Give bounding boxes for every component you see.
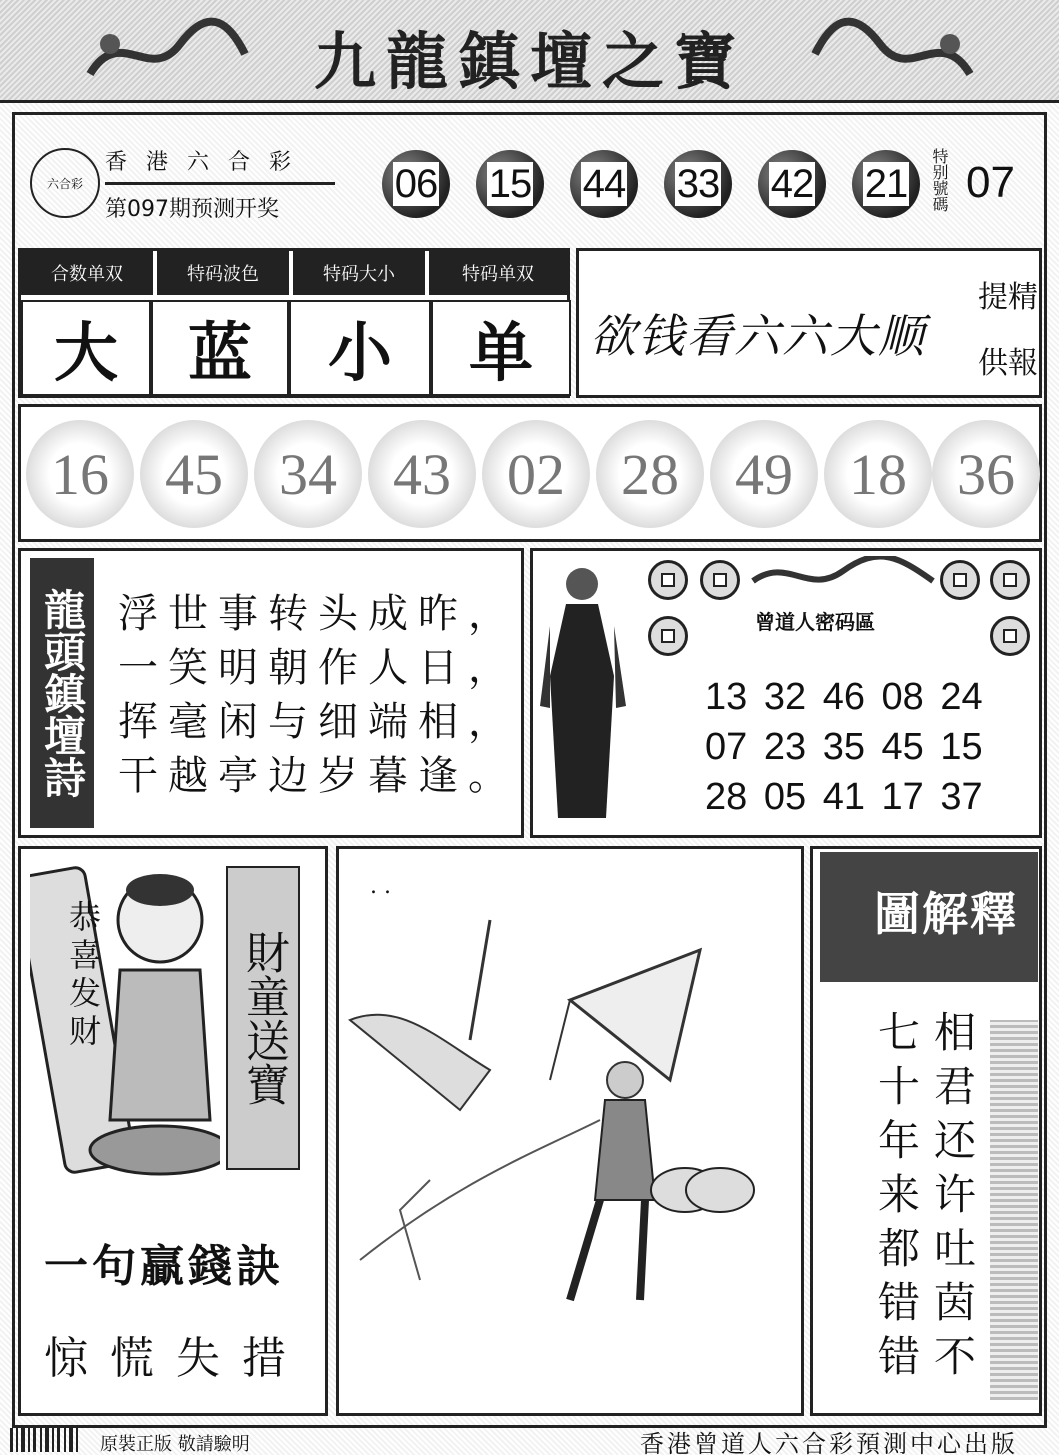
- attribute-header: 特码波色: [157, 251, 289, 295]
- slogan-side-top: 提精: [978, 280, 1038, 315]
- pick-number: 45: [140, 420, 248, 528]
- draw-ball-number: 42: [770, 162, 814, 206]
- riddle-side-strip: [990, 1020, 1038, 1400]
- master-number: 17: [881, 776, 924, 818]
- dragon-left-icon: [80, 14, 250, 90]
- special-number: 07: [966, 158, 1015, 207]
- banner-title: 九龍鎮壇之寶: [313, 25, 746, 98]
- poem-line: 浮世事转头成昨，: [118, 591, 518, 637]
- coin-icon: [648, 560, 688, 600]
- draw-ball-number: 33: [676, 162, 720, 206]
- master-figure-icon: [536, 556, 636, 826]
- lottery-name: 香 港 六 合 彩: [105, 145, 335, 185]
- slogan-text: 欲钱看六六大顺: [590, 309, 926, 363]
- attribute-header: 特码单双: [429, 251, 567, 295]
- attribute-value: 大: [21, 300, 151, 396]
- footer-publisher: 香港曾道人六合彩預測中心出版: [640, 1430, 1018, 1455]
- special-label: 特别號碼: [930, 148, 949, 212]
- phrase-answer: 惊慌失措: [44, 1333, 308, 1384]
- master-number: 37: [940, 776, 983, 818]
- master-number: 07: [705, 726, 748, 768]
- master-row: [705, 676, 983, 719]
- issue-number: 097: [127, 197, 170, 222]
- master-row: [705, 726, 983, 769]
- boy-scroll-text: 恭喜发财: [64, 900, 102, 1052]
- pick-number: 18: [824, 420, 932, 528]
- pick-number: 34: [254, 420, 362, 528]
- pick-number: 49: [710, 420, 818, 528]
- pick-number: 28: [596, 420, 704, 528]
- master-number: 46: [822, 676, 865, 718]
- footer-authentic: 原裝正版 敬請驗明: [100, 1434, 250, 1455]
- attribute-header: 特码大小: [293, 251, 425, 295]
- draw-ball: [758, 150, 826, 218]
- slogan-side-bottom: 供報: [978, 346, 1038, 381]
- master-number: 08: [881, 676, 924, 718]
- poem-line: 干越亭边岁暮逢。: [118, 753, 518, 799]
- draw-ball: [382, 150, 450, 218]
- pick-number: 43: [368, 420, 476, 528]
- riddle-title: 圖解釋: [874, 887, 1018, 941]
- fortune-boy-icon: [30, 860, 220, 1190]
- ribbon-icon: [748, 556, 938, 596]
- draw-ball-number: 44: [582, 162, 626, 206]
- riddle-column-left: 七十年来都错错: [872, 1010, 921, 1388]
- master-number: 32: [763, 676, 807, 718]
- master-number: 15: [940, 726, 983, 768]
- coin-icon: [990, 616, 1030, 656]
- barcode-icon: [10, 1428, 90, 1454]
- attribute-value: 蓝: [151, 300, 289, 396]
- boy-label: 財童送寶: [226, 866, 300, 1170]
- draw-ball: [476, 150, 544, 218]
- draw-ball: [570, 150, 638, 218]
- draw-ball-number: 06: [394, 162, 438, 206]
- attribute-value: 单: [431, 300, 571, 396]
- master-number: 41: [822, 776, 865, 818]
- pick-number: 02: [482, 420, 590, 528]
- poem-line: 挥毫闲与细端相，: [118, 699, 518, 745]
- pick-number: 36: [932, 420, 1040, 528]
- coin-icon: [940, 560, 980, 600]
- poem-line: 一笑明朝作人日，: [118, 645, 518, 691]
- coin-icon: [990, 560, 1030, 600]
- banner: [0, 0, 1059, 103]
- master-row: [705, 776, 983, 819]
- attribute-header: 合数单双: [21, 251, 153, 295]
- draw-ball: [664, 150, 732, 218]
- pick-number: 16: [26, 420, 134, 528]
- master-number: 05: [763, 776, 807, 818]
- master-number: 24: [940, 676, 983, 718]
- master-number: 13: [705, 676, 748, 718]
- master-title: 曾道人密码區: [755, 610, 875, 634]
- attribute-value: 小: [289, 300, 431, 396]
- master-number: 45: [881, 726, 924, 768]
- master-number: 35: [822, 726, 865, 768]
- kite-boy-illustration: [340, 880, 800, 1410]
- master-number: 28: [705, 776, 748, 818]
- dragon-right-icon: [810, 14, 980, 90]
- issue-suffix: 期预测开奖: [169, 197, 280, 222]
- master-number: 23: [763, 726, 807, 768]
- draw-ball-number: 15: [488, 162, 532, 206]
- coin-icon: [700, 560, 740, 600]
- poem-title: 龍頭鎮壇詩: [30, 558, 94, 828]
- scene-dots: . .: [370, 874, 391, 899]
- logo-text: 六合彩: [46, 176, 83, 191]
- lottery-logo: [30, 148, 100, 218]
- issue-prefix: 第: [105, 197, 128, 222]
- draw-ball: [852, 150, 920, 218]
- issue-label: [105, 192, 279, 223]
- phrase-title: 一句贏錢訣: [44, 1241, 284, 1292]
- riddle-column-right: 相君还许吐茵不: [928, 1010, 977, 1388]
- draw-ball-number: 21: [864, 162, 908, 206]
- coin-icon: [648, 616, 688, 656]
